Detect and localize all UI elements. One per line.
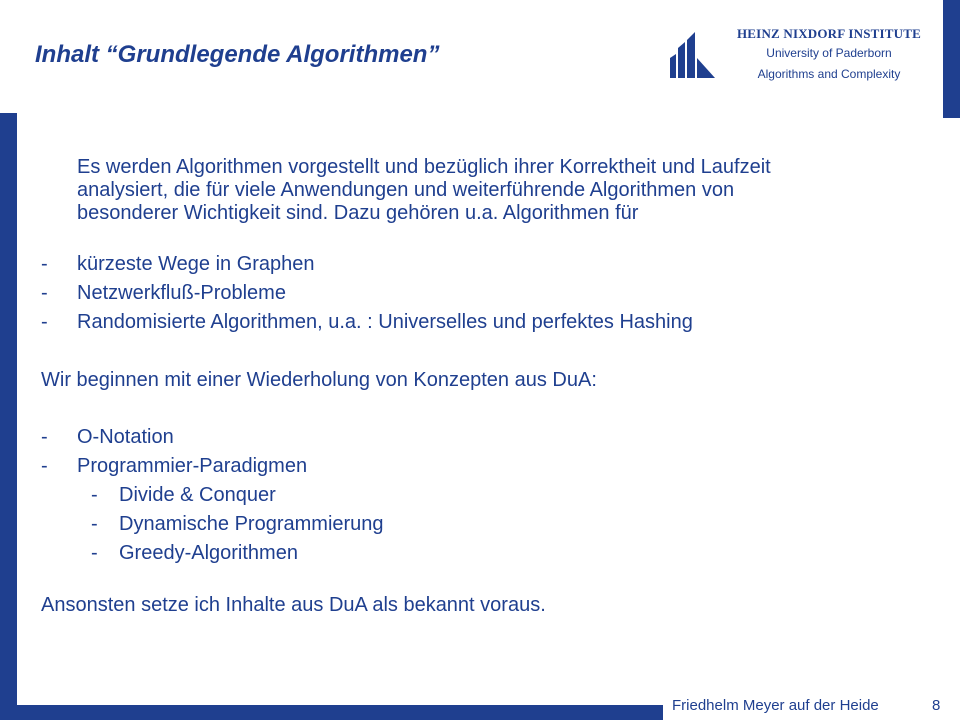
intro-line: analysiert, die für viele Anwendungen und weiterführende Algorithmen von	[77, 179, 735, 201]
group-name: Algorithms and Complexity	[757, 67, 901, 81]
left-decor-bar	[0, 113, 17, 720]
bullet-dash: -	[41, 253, 48, 275]
university-name: University of Paderborn	[766, 46, 892, 60]
review-item: O-Notation	[77, 426, 174, 448]
bullet-dash: -	[41, 282, 48, 304]
institute-name: HEINZ NIXDORF INSTITUTE	[737, 26, 921, 41]
bullet-dash: -	[41, 311, 48, 333]
topic-item: Netzwerkfluß-Probleme	[77, 282, 286, 304]
intro-line: Es werden Algorithmen vorgestellt und bezüglich ihrer Korrektheit und Laufzeit	[77, 156, 771, 178]
right-decor-bar	[943, 0, 960, 118]
sub-bullet-dash: -	[91, 542, 98, 564]
review-item: Programmier-Paradigmen	[77, 455, 308, 477]
paradigm-item: Divide & Conquer	[119, 484, 276, 506]
intro-line: besonderer Wichtigkeit sind. Dazu gehören u.a. Algorithmen für	[77, 202, 639, 224]
bullet-dash: -	[41, 455, 48, 477]
paradigm-item: Greedy-Algorithmen	[119, 542, 298, 564]
topic-item: kürzeste Wege in Graphen	[77, 253, 315, 275]
footer-author: Friedhelm Meyer auf der Heide	[672, 697, 879, 714]
paradigm-item: Dynamische Programmierung	[119, 513, 384, 535]
slide-title: Inhalt “Grundlegende Algorithmen”	[35, 41, 440, 68]
sub-bullet-dash: -	[91, 484, 98, 506]
bullet-dash: -	[41, 426, 48, 448]
page-number: 8	[932, 697, 941, 714]
sub-bullet-dash: -	[91, 513, 98, 535]
closing-statement: Ansonsten setze ich Inhalte aus DuA als bekannt voraus.	[41, 594, 546, 616]
topic-item: Randomisierte Algorithmen, u.a. : Universelles und perfektes Hashing	[77, 311, 693, 333]
hni-logo-icon	[668, 28, 718, 80]
review-intro: Wir beginnen mit einer Wiederholung von Konzepten aus DuA:	[41, 369, 597, 391]
